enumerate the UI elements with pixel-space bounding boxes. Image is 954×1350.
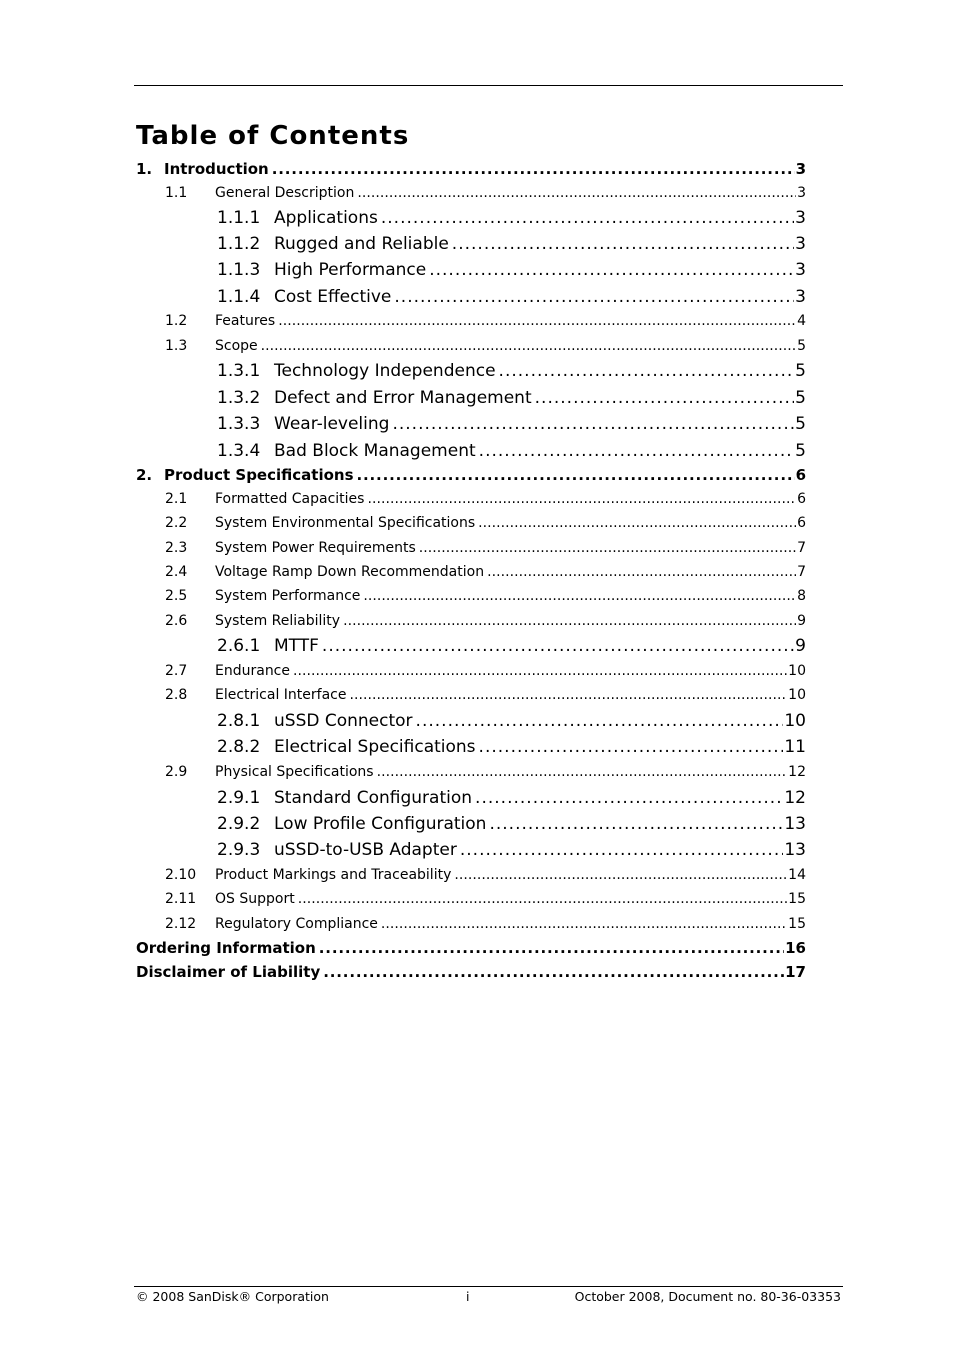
toc-entry-number: 2.6.1 — [217, 636, 261, 656]
toc-entry-number: 2.1 — [165, 491, 188, 507]
toc-entry-page: 8 — [797, 588, 806, 604]
toc-dot-leader — [452, 232, 794, 256]
toc-dot-leader — [357, 183, 796, 203]
toc-dot-leader — [298, 889, 787, 909]
toc-entry-number: 2.9.3 — [217, 840, 261, 860]
toc-entry[interactable] — [165, 685, 806, 705]
toc-entry-page: 3 — [795, 287, 806, 307]
toc-dot-leader — [479, 735, 784, 759]
toc-dot-leader — [394, 285, 794, 309]
toc-entry[interactable] — [165, 586, 806, 606]
toc-entry-page: 11 — [784, 737, 806, 757]
toc-dot-leader — [278, 311, 796, 331]
toc-entry[interactable] — [165, 183, 806, 203]
toc-entry[interactable] — [217, 634, 806, 658]
toc-entry-title: Product Markings and Traceability — [215, 867, 452, 883]
toc-entry-page: 13 — [784, 840, 806, 860]
toc-dot-leader — [261, 336, 796, 356]
toc-entry[interactable] — [217, 838, 806, 862]
toc-dot-leader — [367, 489, 796, 509]
toc-entry-page: 16 — [785, 939, 806, 957]
toc-entry-title: Low Profile Configuration — [274, 814, 487, 834]
toc-entry-number: 2.5 — [165, 588, 188, 604]
toc-entry[interactable] — [217, 386, 806, 410]
toc-entry-title: Endurance — [215, 663, 290, 679]
toc-entry-title: Formatted Capacities — [215, 491, 365, 507]
toc-entry-title: Voltage Ramp Down Recommendation — [215, 564, 485, 580]
toc-entry[interactable] — [217, 258, 806, 282]
toc-entry-title: uSSD-to-USB Adapter — [274, 840, 457, 860]
toc-entry[interactable] — [217, 359, 806, 383]
toc-entry[interactable] — [165, 336, 806, 356]
toc-entry-title: Wear-leveling — [274, 414, 390, 434]
footer-rule — [134, 1286, 843, 1287]
toc-entry-number: 1.3.1 — [217, 361, 261, 381]
toc-dot-leader — [499, 359, 795, 383]
toc-entry[interactable] — [136, 962, 806, 982]
toc-dot-leader — [343, 611, 796, 631]
toc-entry-title: Cost Effective — [274, 287, 392, 307]
toc-dot-leader — [323, 962, 784, 982]
toc-entry-number: 2.10 — [165, 867, 197, 883]
toc-dot-leader — [429, 258, 794, 282]
toc-dot-leader — [489, 812, 783, 836]
toc-dot-leader — [377, 762, 788, 782]
toc-entry-number: 2.11 — [165, 891, 197, 907]
toc-entry-number: 2.9 — [165, 764, 188, 780]
toc-entry-title: Features — [215, 313, 276, 329]
toc-entry[interactable] — [165, 513, 806, 533]
toc-entry-page: 10 — [788, 687, 806, 703]
toc-entry-title: Defect and Error Management — [274, 388, 532, 408]
toc-entry[interactable] — [165, 538, 806, 558]
toc-dot-leader — [381, 206, 794, 230]
toc-entry-number: 2.6 — [165, 613, 188, 629]
toc-entry[interactable] — [217, 812, 806, 836]
toc-dot-leader — [416, 709, 784, 733]
toc-entry-title: System Reliability — [215, 613, 341, 629]
toc-entry-title: Bad Block Management — [274, 441, 476, 461]
toc-entry[interactable] — [165, 562, 806, 582]
toc-entry-number: 1.1 — [165, 185, 188, 201]
toc-entry[interactable] — [165, 865, 806, 885]
toc-entry-number: 2.9.2 — [217, 814, 261, 834]
toc-entry-page: 3 — [795, 234, 806, 254]
toc-entry-number: 2.8 — [165, 687, 188, 703]
toc-entry-number: 2.12 — [165, 916, 197, 932]
toc-entry-number: 1.1.1 — [217, 208, 261, 228]
toc-entry-page: 10 — [784, 711, 806, 731]
toc-entry-title: System Power Requirements — [215, 540, 416, 556]
toc-entry[interactable] — [165, 661, 806, 681]
toc-entry-title: Regulatory Compliance — [215, 916, 378, 932]
header-rule — [134, 85, 843, 86]
footer-document-info: October 2008, Document no. 80-36-03353 — [574, 1289, 841, 1304]
toc-entry-number: 1.3.3 — [217, 414, 261, 434]
toc-entry-number: 1.1.4 — [217, 287, 261, 307]
toc-entry[interactable] — [165, 311, 806, 331]
toc-entry-number: 1.2 — [165, 313, 188, 329]
toc-entry-number: 2.2 — [165, 515, 188, 531]
toc-dot-leader — [478, 513, 796, 533]
toc-entry-page: 12 — [784, 788, 806, 808]
toc-entry-title: System Performance — [215, 588, 361, 604]
toc-entry-page: 5 — [795, 441, 806, 461]
toc-entry-page: 15 — [788, 891, 806, 907]
toc-entry-page: 17 — [785, 963, 806, 981]
toc-entry-title: High Performance — [274, 260, 427, 280]
toc-entry-number: 1.3.2 — [217, 388, 261, 408]
toc-entry-page: 5 — [795, 361, 806, 381]
toc-dot-leader — [363, 586, 796, 606]
toc-dot-leader — [475, 786, 783, 810]
toc-entry-number: 2.8.2 — [217, 737, 261, 757]
toc-entry[interactable] — [165, 762, 806, 782]
toc-entry-title: General Description — [215, 185, 355, 201]
toc-entry[interactable] — [136, 465, 806, 485]
toc-entry-page: 4 — [797, 313, 806, 329]
toc-dot-leader — [322, 634, 794, 658]
toc-entry[interactable] — [165, 889, 806, 909]
toc-dot-leader — [479, 439, 795, 463]
toc-entry-page: 3 — [795, 260, 806, 280]
toc-entry-title: Introduction — [164, 160, 269, 178]
toc-entry-page: 12 — [788, 764, 806, 780]
toc-entry[interactable] — [217, 786, 806, 810]
toc-entry-page: 13 — [784, 814, 806, 834]
toc-entry-page: 14 — [788, 867, 806, 883]
page-title: Table of Contents — [136, 121, 410, 151]
toc-dot-leader — [419, 538, 796, 558]
toc-dot-leader — [357, 465, 795, 485]
toc-entry[interactable] — [217, 439, 806, 463]
toc-entry[interactable] — [136, 938, 806, 958]
toc-entry-number: 2.3 — [165, 540, 188, 556]
toc-entry-page: 5 — [797, 338, 806, 354]
toc-dot-leader — [381, 914, 787, 934]
toc-entry-title: System Environmental Specifications — [215, 515, 476, 531]
toc-dot-leader — [392, 412, 794, 436]
toc-entry-number: 1.1.3 — [217, 260, 261, 280]
toc-entry-number: 2.9.1 — [217, 788, 261, 808]
toc-entry-number: 1. — [136, 160, 153, 178]
toc-entry[interactable] — [136, 159, 806, 179]
toc-entry-page: 10 — [788, 663, 806, 679]
toc-entry-number: 1.1.2 — [217, 234, 261, 254]
toc-entry-page: 5 — [795, 414, 806, 434]
toc-entry[interactable] — [217, 232, 806, 256]
toc-dot-leader — [535, 386, 795, 410]
toc-entry-number: 2. — [136, 466, 153, 484]
footer-page-number: i — [466, 1289, 470, 1304]
toc-dot-leader — [272, 159, 795, 179]
toc-entry-page: 3 — [797, 185, 806, 201]
toc-entry-page: 3 — [795, 208, 806, 228]
toc-entry-number: 2.4 — [165, 564, 188, 580]
toc-entry-title: Rugged and Reliable — [274, 234, 449, 254]
toc-dot-leader — [454, 865, 787, 885]
toc-entry[interactable] — [165, 914, 806, 934]
toc-dot-leader — [460, 838, 784, 862]
toc-entry-number: 2.7 — [165, 663, 188, 679]
toc-entry[interactable] — [217, 412, 806, 436]
toc-entry-number: 1.3 — [165, 338, 188, 354]
toc-entry[interactable] — [165, 489, 806, 509]
toc-entry-page: 3 — [795, 160, 806, 178]
toc-entry-title: Technology Independence — [274, 361, 496, 381]
toc-entry-title: Electrical Interface — [215, 687, 347, 703]
toc-entry-page: 6 — [797, 515, 806, 531]
toc-dot-leader — [487, 562, 796, 582]
toc-dot-leader — [293, 661, 787, 681]
toc-entry-page: 15 — [788, 916, 806, 932]
toc-entry-number: 1.3.4 — [217, 441, 261, 461]
toc-entry-page: 5 — [795, 388, 806, 408]
toc-entry-title: Disclaimer of Liability — [136, 963, 321, 981]
toc-entry-number: 2.8.1 — [217, 711, 261, 731]
toc-dot-leader — [349, 685, 787, 705]
toc-entry[interactable] — [217, 709, 806, 733]
toc-entry-title: MTTF — [274, 636, 319, 656]
toc-entry[interactable] — [217, 206, 806, 230]
toc-entry-title: Standard Configuration — [274, 788, 473, 808]
footer-copyright: © 2008 SanDisk® Corporation — [136, 1289, 329, 1304]
toc-entry-title: Physical Specifications — [215, 764, 374, 780]
toc-entry-page: 6 — [795, 466, 806, 484]
toc-entry-page: 6 — [797, 491, 806, 507]
toc-entry-title: Ordering Information — [136, 939, 316, 957]
toc-entry[interactable] — [217, 285, 806, 309]
toc-entry-page: 9 — [795, 636, 806, 656]
toc-entry-page: 7 — [797, 564, 806, 580]
toc-entry-title: Product Specifications — [164, 466, 354, 484]
toc-entry[interactable] — [217, 735, 806, 759]
toc-entry-page: 7 — [797, 540, 806, 556]
toc-entry[interactable] — [165, 611, 806, 631]
toc-entry-title: Applications — [274, 208, 378, 228]
toc-entry-title: Scope — [215, 338, 258, 354]
toc-entry-title: OS Support — [215, 891, 295, 907]
toc-entry-title: Electrical Specifications — [274, 737, 476, 757]
toc-entry-title: uSSD Connector — [274, 711, 413, 731]
toc-dot-leader — [319, 938, 784, 958]
toc-entry-page: 9 — [797, 613, 806, 629]
